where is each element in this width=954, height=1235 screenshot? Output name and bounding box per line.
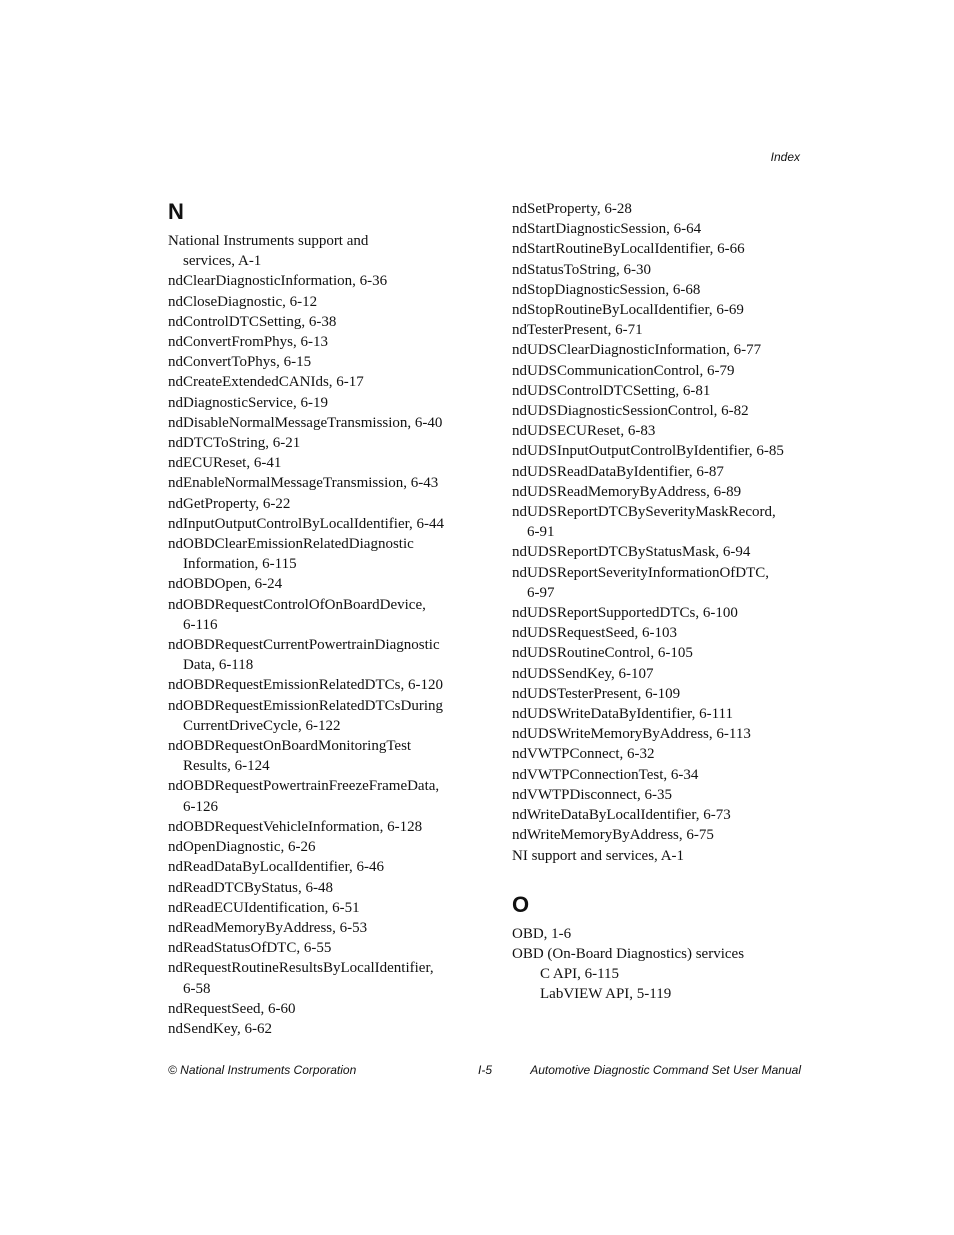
index-entry bbox=[168, 1019, 468, 1039]
index-entry bbox=[168, 231, 468, 271]
index-entry-continuation: services, A-1 bbox=[183, 253, 262, 270]
index-entry-text: ndSetProperty, 6-28 bbox=[512, 201, 632, 217]
index-entry bbox=[512, 280, 812, 300]
index-entry bbox=[512, 239, 812, 259]
index-entry bbox=[168, 595, 468, 635]
index-entry-text: ndUDSReadDataByIdentifier, 6-87 bbox=[512, 463, 724, 480]
index-entry-text: ndReadMemoryByAddress, 6-53 bbox=[168, 919, 368, 936]
index-entry-text: ndVWTPDisconnect, 6-35 bbox=[512, 786, 672, 803]
index-entry-text: ndEnableNormalMessageTransmission, 6-43 bbox=[168, 475, 439, 492]
index-entry-continuation: Data, 6-118 bbox=[183, 657, 254, 674]
running-header: Index bbox=[770, 150, 800, 164]
index-entry bbox=[512, 924, 812, 944]
index-column-right bbox=[512, 199, 812, 1005]
index-entry-text: ndOBDRequestVehicleInformation, 6-128 bbox=[168, 818, 423, 835]
index-entry-text: ndOpenDiagnostic, 6-26 bbox=[168, 839, 316, 856]
index-entry bbox=[168, 372, 468, 392]
index-subentry bbox=[512, 964, 812, 984]
index-entry-continuation: 6-58 bbox=[183, 980, 211, 997]
index-entry-text: ndUDSReadMemoryByAddress, 6-89 bbox=[512, 483, 742, 500]
index-entry-text: ndStartRoutineByLocalIdentifier, 6-66 bbox=[512, 241, 745, 258]
index-entry-text: ndUDSWriteMemoryByAddress, 6-113 bbox=[512, 726, 751, 743]
index-entry bbox=[168, 837, 468, 857]
index-entry-text: ndGetProperty, 6-22 bbox=[168, 495, 291, 512]
index-entry bbox=[168, 878, 468, 898]
index-entry-text: National Instruments support and bbox=[168, 233, 369, 249]
index-entry-text: ndRequestRoutineResultsByLocalIdentifier, bbox=[168, 960, 434, 977]
index-entry bbox=[512, 744, 812, 764]
index-entry bbox=[512, 462, 812, 482]
index-entry-text: ndConvertFromPhys, 6-13 bbox=[168, 334, 329, 351]
index-entry-text: ndOBDRequestControlOfOnBoardDevice, bbox=[168, 596, 426, 613]
index-entry-text: ndECUReset, 6-41 bbox=[168, 455, 282, 472]
index-entry bbox=[168, 514, 468, 534]
index-entry bbox=[168, 534, 468, 574]
index-entry-continuation: 6-91 bbox=[527, 524, 555, 541]
index-entry-text: ndReadDataByLocalIdentifier, 6-46 bbox=[168, 859, 384, 876]
index-entry bbox=[512, 401, 812, 421]
index-entry-text: ndUDSRequestSeed, 6-103 bbox=[512, 625, 677, 642]
page-number: I-5 bbox=[478, 1063, 493, 1077]
index-entry bbox=[168, 918, 468, 938]
index-entry-text: ndReadStatusOfDTC, 6-55 bbox=[168, 940, 332, 957]
index-entry-text: ndStopRoutineByLocalIdentifier, 6-69 bbox=[512, 302, 744, 319]
index-entry bbox=[512, 825, 812, 845]
index-entry-text: ndVWTPConnectionTest, 6-34 bbox=[512, 766, 699, 783]
index-entry-text: ndDiagnosticService, 6-19 bbox=[168, 394, 328, 411]
index-entry-continuation: 6-97 bbox=[527, 584, 555, 601]
index-entry-text: C API, 6-115 bbox=[540, 966, 620, 983]
index-entry-text: ndUDSDiagnosticSessionControl, 6-82 bbox=[512, 403, 749, 420]
section-letter-n: N bbox=[168, 199, 184, 224]
index-entry-text: NI support and services, A-1 bbox=[512, 847, 685, 864]
index-entry bbox=[512, 805, 812, 825]
footer-manual-title: Automotive Diagnostic Command Set User Manual bbox=[530, 1063, 801, 1077]
index-entry bbox=[168, 696, 468, 736]
index-entry bbox=[512, 664, 812, 684]
index-subentry-list bbox=[512, 964, 812, 1004]
index-entry-text: ndWriteMemoryByAddress, 6-75 bbox=[512, 827, 714, 844]
index-entry-text: ndUDSCommunicationControl, 6-79 bbox=[512, 362, 735, 379]
index-entry-continuation: CurrentDriveCycle, 6-122 bbox=[183, 717, 341, 734]
index-entry bbox=[512, 724, 812, 744]
index-entry bbox=[512, 643, 812, 663]
index-entry-text: ndUDSWriteDataByIdentifier, 6-111 bbox=[512, 706, 733, 723]
index-entry bbox=[512, 846, 812, 866]
index-entry bbox=[168, 332, 468, 352]
index-entry-text: ndOBDRequestEmissionRelatedDTCsDuring bbox=[168, 697, 443, 714]
index-entry-list bbox=[168, 231, 468, 1039]
index-entry bbox=[512, 320, 812, 340]
index-entry bbox=[168, 473, 468, 493]
index-entry-text: ndConvertToPhys, 6-15 bbox=[168, 354, 312, 371]
index-entry bbox=[168, 574, 468, 594]
index-entry-continuation: 6-116 bbox=[183, 616, 218, 633]
index-entry bbox=[512, 260, 812, 280]
index-entry-text: ndOBDRequestPowertrainFreezeFrameData, bbox=[168, 778, 440, 795]
index-entry-text: ndStopDiagnosticSession, 6-68 bbox=[512, 281, 701, 298]
index-entry-text: ndClearDiagnosticInformation, 6-36 bbox=[168, 273, 388, 290]
index-entry bbox=[168, 635, 468, 675]
index-entry bbox=[168, 898, 468, 918]
index-entry bbox=[168, 312, 468, 332]
index-entry bbox=[512, 219, 812, 239]
index-entry bbox=[168, 413, 468, 433]
index-entry bbox=[512, 199, 812, 219]
index-entry-text: ndOBDClearEmissionRelatedDiagnostic bbox=[168, 536, 414, 553]
index-entry-text: ndOBDRequestCurrentPowertrainDiagnostic bbox=[168, 637, 440, 654]
index-entry-text: ndCloseDiagnostic, 6-12 bbox=[168, 293, 318, 310]
index-entry bbox=[512, 603, 812, 623]
index-entry bbox=[512, 684, 812, 704]
index-entry-text: OBD, 1-6 bbox=[512, 925, 572, 942]
index-entry bbox=[168, 352, 468, 372]
index-entry-list bbox=[512, 924, 812, 964]
index-entry-text: ndInputOutputControlByLocalIdentifier, 6-44 bbox=[168, 515, 445, 532]
index-entry-text: ndUDSReportSupportedDTCs, 6-100 bbox=[512, 605, 738, 622]
index-entry-continuation: Information, 6-115 bbox=[183, 556, 297, 573]
index-entry-text: ndUDSReportDTCByStatusMask, 6-94 bbox=[512, 544, 751, 561]
index-entry-text: ndWriteDataByLocalIdentifier, 6-73 bbox=[512, 807, 731, 824]
index-entry-text: ndOBDRequestOnBoardMonitoringTest bbox=[168, 738, 412, 755]
index-entry-text: ndUDSRoutineControl, 6-105 bbox=[512, 645, 693, 662]
index-entry bbox=[512, 381, 812, 401]
index-entry bbox=[512, 482, 812, 502]
index-entry-text: ndStatusToString, 6-30 bbox=[512, 261, 651, 278]
index-entry bbox=[168, 999, 468, 1019]
index-entry-text: ndUDSECUReset, 6-83 bbox=[512, 423, 656, 440]
index-entry-text: ndUDSInputOutputControlByIdentifier, 6-85 bbox=[512, 443, 784, 460]
index-entry bbox=[512, 563, 812, 603]
index-entry-text: ndReadDTCByStatus, 6-48 bbox=[168, 879, 333, 896]
index-entry bbox=[512, 944, 812, 964]
index-entry-continuation: 6-126 bbox=[183, 798, 218, 815]
index-entry-text: ndUDSTesterPresent, 6-109 bbox=[512, 685, 681, 702]
index-entry-continuation: Results, 6-124 bbox=[183, 758, 270, 775]
index-entry-text: ndOBDOpen, 6-24 bbox=[168, 576, 283, 593]
index-entry bbox=[168, 393, 468, 413]
index-entry-text: ndUDSSendKey, 6-107 bbox=[512, 665, 654, 682]
index-entry-text: ndDTCToString, 6-21 bbox=[168, 435, 301, 452]
index-entry-text: ndUDSReportSeverityInformationOfDTC, bbox=[512, 564, 770, 581]
index-entry bbox=[512, 441, 812, 461]
index-entry-text: ndUDSClearDiagnosticInformation, 6-77 bbox=[512, 342, 762, 359]
index-entry bbox=[512, 765, 812, 785]
index-entry bbox=[168, 938, 468, 958]
index-entry bbox=[512, 542, 812, 562]
index-subentry bbox=[512, 984, 812, 1004]
index-entry bbox=[512, 704, 812, 724]
index-entry-text: ndUDSControlDTCSetting, 6-81 bbox=[512, 382, 711, 399]
index-entry bbox=[512, 502, 812, 542]
index-entry-text: ndControlDTCSetting, 6-38 bbox=[168, 313, 337, 330]
index-entry bbox=[512, 340, 812, 360]
footer-copyright: © National Instruments Corporation bbox=[168, 1063, 357, 1077]
index-entry bbox=[168, 675, 468, 695]
index-entry bbox=[168, 817, 468, 837]
index-entry bbox=[168, 776, 468, 816]
index-entry bbox=[512, 623, 812, 643]
index-entry-list bbox=[512, 199, 812, 866]
index-entry bbox=[168, 453, 468, 473]
index-entry-text: OBD (On-Board Diagnostics) services bbox=[512, 945, 745, 962]
index-entry-text: ndRequestSeed, 6-60 bbox=[168, 1000, 296, 1017]
index-entry-text: ndStartDiagnosticSession, 6-64 bbox=[512, 221, 702, 238]
index-entry bbox=[168, 857, 468, 877]
index-entry-text: ndCreateExtendedCANIds, 6-17 bbox=[168, 374, 364, 391]
index-entry-text: ndTesterPresent, 6-71 bbox=[512, 322, 643, 339]
index-entry bbox=[168, 271, 468, 291]
index-entry bbox=[168, 958, 468, 998]
index-entry bbox=[512, 421, 812, 441]
index-entry-text: ndOBDRequestEmissionRelatedDTCs, 6-120 bbox=[168, 677, 443, 694]
index-entry bbox=[168, 292, 468, 312]
index-entry-text: ndVWTPConnect, 6-32 bbox=[512, 746, 655, 763]
index-entry-text: ndUDSReportDTCBySeverityMaskRecord, bbox=[512, 504, 776, 521]
index-entry-text: ndSendKey, 6-62 bbox=[168, 1020, 273, 1037]
index-entry-text: LabVIEW API, 5-119 bbox=[540, 986, 672, 1003]
page-footer bbox=[168, 1063, 801, 1079]
index-entry-text: ndReadECUIdentification, 6-51 bbox=[168, 899, 360, 916]
index-entry bbox=[512, 361, 812, 381]
index-entry-text: ndDisableNormalMessageTransmission, 6-40 bbox=[168, 414, 443, 431]
index-entry bbox=[512, 300, 812, 320]
index-entry bbox=[168, 433, 468, 453]
index-column-left bbox=[168, 199, 468, 1039]
section-letter-o: O bbox=[512, 891, 530, 917]
index-entry bbox=[168, 736, 468, 776]
index-entry bbox=[168, 494, 468, 514]
index-entry bbox=[512, 785, 812, 805]
